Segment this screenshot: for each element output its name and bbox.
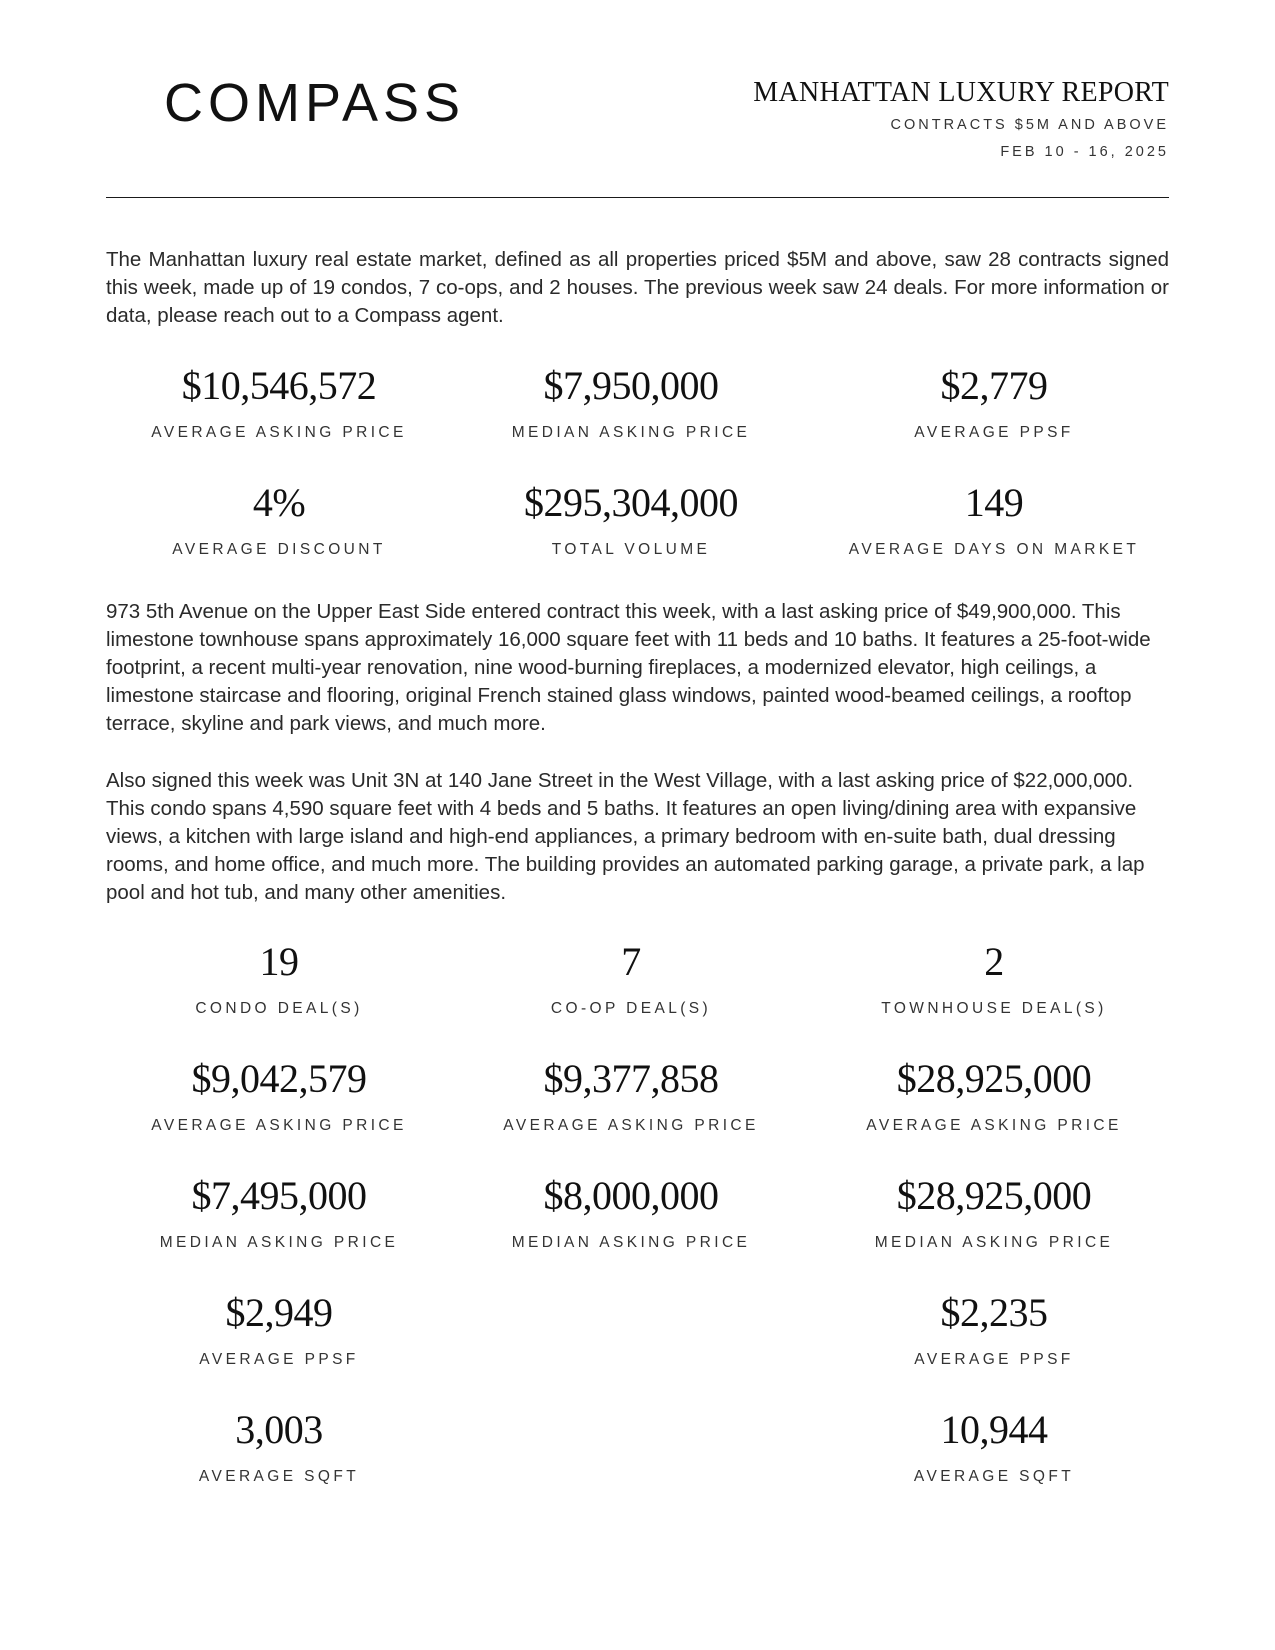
stat-label: AVERAGE DISCOUNT xyxy=(172,541,386,558)
stat-label: TOTAL VOLUME xyxy=(551,541,711,558)
report-subtitle: CONTRACTS $5M AND ABOVE xyxy=(890,117,1169,133)
stat-value: 4% xyxy=(252,480,306,525)
stat-label: MEDIAN ASKING PRICE xyxy=(159,1234,399,1251)
highlight-paragraph: Also signed this week was Unit 3N at 140 Jane Street in the West Village, with a last asking price of $22,000,000. This condo spans 4,590 square feet with 4 beds and 5 baths. It features an open living/dining area with expansive views, a kitchen with large island and high-end appliances, a primary bedroom with en-suite bath, dual dressing rooms, and home office, and much more. The building provides an automated parking garage, a private park, a lap pool and hot tub, and many other amenities. xyxy=(106,769,1145,904)
condo-median-asking-price xyxy=(109,1172,449,1253)
townhouse-average-asking-price xyxy=(824,1055,1164,1136)
stat-label: AVERAGE PPSF xyxy=(914,1351,1074,1368)
condo-average-ppsf xyxy=(109,1289,449,1370)
stat-label: AVERAGE ASKING PRICE xyxy=(151,1117,407,1134)
stat-label: CONDO DEAL(S) xyxy=(195,1000,363,1017)
stat-value: $9,042,579 xyxy=(191,1056,367,1101)
stat-label: AVERAGE PPSF xyxy=(914,424,1074,441)
stat-value: $7,495,000 xyxy=(191,1173,367,1218)
stat-value: $9,377,858 xyxy=(543,1056,719,1101)
stat-label: AVERAGE ASKING PRICE xyxy=(151,424,407,441)
report-header xyxy=(106,72,1169,202)
stat-median-asking-price xyxy=(461,362,801,443)
condo-average-asking-price xyxy=(109,1055,449,1136)
stat-value: 7 xyxy=(621,939,641,984)
coop-median-asking-price xyxy=(461,1172,801,1253)
coop-average-asking-price xyxy=(461,1055,801,1136)
stat-value: 10,944 xyxy=(940,1407,1048,1452)
stat-value: 2 xyxy=(984,939,1004,984)
stat-value: $28,925,000 xyxy=(896,1173,1092,1218)
stat-value: $2,949 xyxy=(225,1290,333,1335)
stat-label: AVERAGE ASKING PRICE xyxy=(866,1117,1122,1134)
townhouse-average-sqft xyxy=(824,1406,1164,1487)
stat-label: AVERAGE DAYS ON MARKET xyxy=(848,541,1140,558)
stat-average-days-on-market xyxy=(824,479,1164,560)
stat-label: AVERAGE SQFT xyxy=(913,1468,1075,1485)
highlight-paragraph: 973 5th Avenue on the Upper East Side entered contract this week, with a last asking price of $49,900,000. This limestone townhouse spans approximately 16,000 square feet with 11 beds and 10 baths. It features a 25-foot-wide footprint, a recent multi-year renovation, nine wood-burning fireplaces, a modernized elevator, high ceilings, a limestone staircase and flooring, original French stained glass windows, painted wood-beamed ceilings, a rooftop terrace, skyline and park views, and much more. xyxy=(106,600,1151,735)
stat-label: MEDIAN ASKING PRICE xyxy=(511,1234,751,1251)
compass-logo-text: COMPASS xyxy=(164,78,466,126)
townhouse-median-asking-price xyxy=(824,1172,1164,1253)
stat-average-discount xyxy=(109,479,449,560)
stat-value: $8,000,000 xyxy=(543,1173,719,1218)
stat-value: 149 xyxy=(964,480,1024,525)
stat-average-asking-price xyxy=(109,362,449,443)
stat-label: MEDIAN ASKING PRICE xyxy=(874,1234,1114,1251)
stat-label: AVERAGE SQFT xyxy=(198,1468,360,1485)
stat-average-ppsf xyxy=(824,362,1164,443)
stat-value: $2,779 xyxy=(940,363,1048,408)
stat-value: $2,235 xyxy=(940,1290,1048,1335)
condo-deals xyxy=(109,938,449,1019)
report-title: MANHATTAN LUXURY REPORT xyxy=(753,77,1169,108)
condo-average-sqft xyxy=(109,1406,449,1487)
townhouse-average-ppsf xyxy=(824,1289,1164,1370)
stat-value: $7,950,000 xyxy=(543,363,719,408)
stat-label: MEDIAN ASKING PRICE xyxy=(511,424,751,441)
compass-logo-mark xyxy=(164,78,484,126)
coop-deals xyxy=(461,938,801,1019)
header-divider xyxy=(106,197,1169,198)
stat-value: 19 xyxy=(259,939,299,984)
stat-value: $10,546,572 xyxy=(181,363,377,408)
townhouse-deals xyxy=(824,938,1164,1019)
report-title-block xyxy=(753,76,1169,166)
stat-value: 3,003 xyxy=(235,1407,323,1452)
stat-value: $28,925,000 xyxy=(896,1056,1092,1101)
report-date-range: FEB 10 - 16, 2025 xyxy=(1000,144,1169,160)
intro-paragraph: The Manhattan luxury real estate market, defined as all properties priced $5M and above, saw 28 contracts signed this week, made up of 19 condos, 7 co-ops, and 2 houses. The previous week saw 24 deals. For more information or data, please reach out to a Compass agent. xyxy=(106,248,1169,327)
stat-label: CO-OP DEAL(S) xyxy=(550,1000,712,1017)
stat-value: $295,304,000 xyxy=(524,480,738,525)
stat-label: AVERAGE ASKING PRICE xyxy=(503,1117,759,1134)
stat-label: AVERAGE PPSF xyxy=(199,1351,359,1368)
stat-total-volume xyxy=(461,479,801,560)
stat-label: TOWNHOUSE DEAL(S) xyxy=(881,1000,1107,1017)
